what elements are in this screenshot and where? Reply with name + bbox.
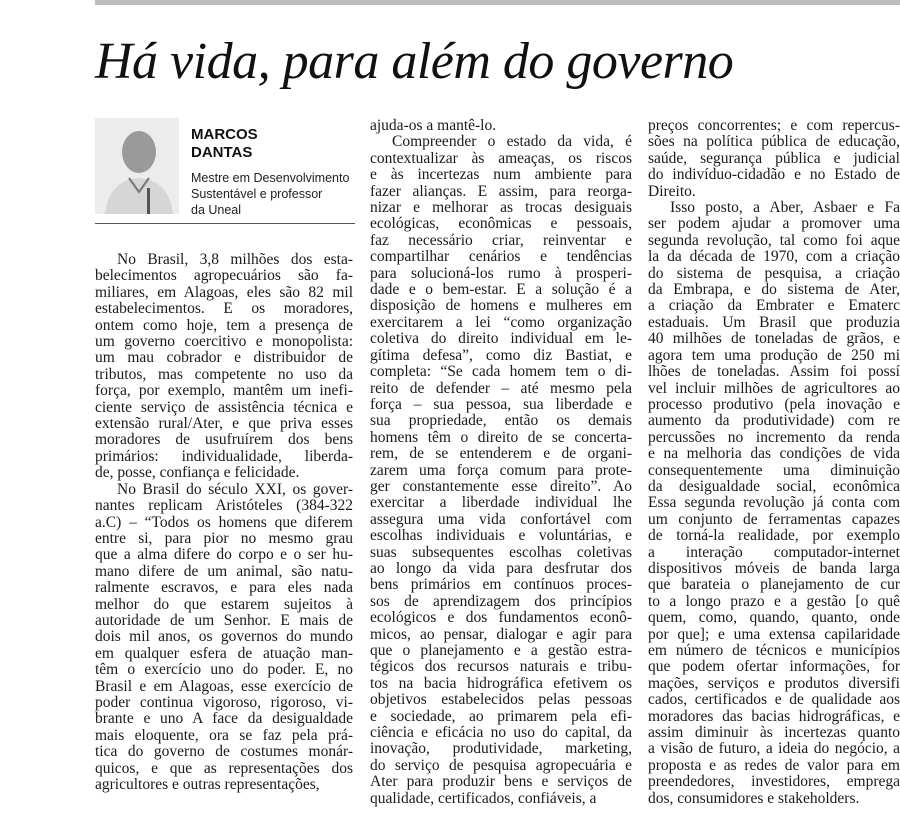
article-column-3: [648, 118, 900, 807]
article-text-line: ralmente escravos, e para eles nada: [95, 579, 353, 597]
article-text-line: vel incluir milhões de agricultores ao: [648, 379, 900, 397]
author-bio: [191, 170, 356, 218]
headline: Há vida, para além do governo: [95, 33, 734, 90]
article-text-line: dade e o bem-estar. E a solução é a: [370, 281, 632, 299]
article-text-line: contextualizar às ameaças, os riscos: [370, 149, 632, 167]
article-text-line: 40 milhões de toneladas de grãos, e: [648, 330, 900, 348]
article-text-line: Ater para produzir bens e serviços de: [370, 773, 632, 791]
article-text-line: miliares, em Alagoas, eles são 82 mil: [95, 283, 353, 301]
article-text-line: Brasil e em Alagoas, esse exercício de: [95, 677, 353, 695]
article-text-line: zarem uma força comum para prote-: [370, 461, 632, 479]
article-text-line: do sistema de pesquisa, a criação: [648, 264, 900, 282]
top-rule: [95, 0, 900, 5]
article-text-line: Essa segunda revolução já conta com: [648, 494, 900, 512]
article-text-line: escolhas individuais e voluntárias, e: [370, 527, 632, 545]
article-text-line: a visão de futuro, a ideia do negócio, a: [648, 740, 900, 758]
article-text-line: ontem como hoje, tem a presença de: [95, 316, 353, 334]
article-text-line: segunda revolução, tal como foi aque: [648, 231, 900, 249]
article-text-line: para solucioná-los rumo à prosperi-: [370, 264, 632, 282]
article-text-line: No Brasil, 3,8 milhões dos esta-: [117, 251, 353, 268]
article-text-line: lhões de toneladas. Assim foi possí: [648, 363, 900, 381]
article-text-line: tica do governo de costumes monár-: [95, 743, 353, 761]
article-text-line: dos, consumidores e stakeholders.: [648, 789, 860, 807]
article-text-line: suas subsequentes escolhas coletivas: [370, 543, 632, 561]
article-text-line: dispositivos móveis de banda larga: [648, 559, 900, 577]
article-text-line: estaduais. Um Brasil que produzia: [648, 313, 900, 331]
article-text-line: primários: individualidade, liberda-: [95, 447, 353, 465]
article-text-line: por que]; e uma extensa capilaridade: [648, 625, 900, 643]
article-text-line: autoridade de um Senhor. E mais de: [95, 611, 353, 629]
article-text-line: a.C) – “Todos os homens que diferem: [95, 513, 353, 531]
article-text-line: em qualquer esfera de atuação man-: [95, 644, 353, 662]
article-text-line: to a longo prazo e a gestão [o quê: [648, 592, 900, 610]
article-text-line: da Embrapa, e do sistema de Ater,: [648, 281, 900, 299]
article-text-line: do indivíduo-cidadão e no Estado de: [648, 166, 900, 184]
article-text-line: ao longo da vida para desfrutar dos: [370, 559, 632, 577]
article-text-line: e na melhoria das condições de vida: [648, 445, 900, 463]
article-text-line: micos, ao pensar, dialogar e agir para: [370, 625, 632, 643]
author-name-line1: MARCOS: [191, 126, 258, 143]
article-text-line: que barateia o planejamento de cur: [648, 576, 900, 594]
article-text-line: a interação computador-internet: [648, 543, 900, 561]
article-text-line: um conjunto de ferramentas capazes: [648, 510, 900, 528]
article-text-line: moradores das bacias hidrográficas, e: [648, 707, 900, 725]
article-text-line: um governo coercitivo e monopolista:: [95, 333, 353, 351]
author-name: [191, 126, 351, 162]
article-text-line: bens primários em contínuos proces-: [370, 576, 632, 594]
article-text-line: homens têm o direito de se concerta-: [370, 428, 632, 446]
article-text-line: que podem ofertar informações, for: [648, 658, 900, 676]
article-text-line: que a alma difere do corpo e o ser hu-: [95, 546, 353, 564]
article-text-line: qualidade, certificados, confiáveis, a: [370, 789, 597, 807]
article-text-line: processo produtivo (pela inovação e: [648, 395, 900, 413]
article-text-line: ajuda-os a mantê-lo.: [370, 117, 497, 134]
article-text-line: Direito.: [648, 182, 696, 200]
article-text-line: completa: “Se cada homem tem o di-: [370, 363, 632, 381]
article-column-2: [370, 118, 632, 807]
article-text-line: fazer alianças. E assim, para reorga-: [370, 182, 632, 200]
article-text-line: agora tem uma produção de 250 mi: [648, 346, 900, 364]
article-text-line: quicos, e que as representações dos: [95, 759, 353, 777]
article-text-line: sua propriedade, então os demais: [370, 412, 632, 430]
article-text-line: sos de aprendizagem dos princípios: [370, 592, 632, 610]
article-text-line: mais eloquente, ora se faz pela prá-: [95, 726, 353, 744]
article-text-line: força, por exemplo, mantêm um inefi-: [95, 382, 353, 400]
article-text-line: assim diminuir às incertezas quanto: [648, 724, 900, 742]
author-bio-line: Sustentável e professor: [191, 187, 323, 201]
article-text-line: brante e uno A face da desigualdade: [95, 710, 353, 728]
article-text-line: exercitar a liberdade individual lhe: [370, 494, 632, 512]
article-text-line: ciência e eficácia no uso do capital, da: [370, 724, 632, 742]
article-text-line: entre si, para pior no mesmo grau: [95, 529, 353, 547]
article-text-line: tos na bacia hidrográfica efetivem os: [370, 674, 632, 692]
article-text-line: nizar e melhorar as trocas desiguais: [370, 199, 632, 217]
article-text-line: em número de técnicos e municípios: [648, 642, 900, 659]
article-text-line: inovação, produtividade, marketing,: [370, 740, 632, 758]
author-bio-line: da Uneal: [191, 203, 242, 217]
article-text-line: Isso posto, a Aber, Asbaer e Fa: [670, 199, 900, 217]
article-text-line: ecológicas, econômicas e pessoais,: [370, 215, 632, 233]
article-text-line: de, posse, confiança e felicidade.: [95, 464, 300, 482]
article-text-line: belecimentos agropecuários são fa-: [95, 267, 353, 285]
article-text-line: ecológicos e dos fundamentos econô-: [370, 609, 632, 627]
article-text-line: poder continua vigoroso, rigoroso, vi-: [95, 693, 353, 711]
article-text-line: sões na política pública de educação,: [648, 133, 900, 151]
article-text-line: moradores de usufruírem dos bens: [95, 431, 353, 449]
article-text-line: estabelecimentos. E os moradores,: [95, 300, 353, 318]
article-text-line: melhor do que estarem sujeitos à: [95, 595, 353, 613]
article-text-line: força – sua pessoa, sua liberdade e: [370, 395, 632, 413]
article-text-line: ciente serviço de assistência técnica e: [95, 398, 353, 416]
author-divider: [95, 223, 355, 224]
article-text-line: extensão rural/Ater, e que priva esses: [95, 415, 353, 433]
article-text-line: proposta e as redes de valor para em: [648, 756, 900, 774]
article-text-line: tégicos dos recursos naturais e tribu-: [370, 658, 632, 676]
article-text-line: a criação da Embrater e Ematerc: [648, 297, 900, 315]
article-text-line: Compreender o estado da vida, é: [392, 133, 632, 151]
article-text-line: um mau cobrador e distribuidor de: [95, 349, 353, 367]
article-text-line: reito de defender – até mesmo pela: [370, 379, 632, 397]
article-text-line: la da década de 1970, com a criação: [648, 248, 900, 266]
author-bio-line: Mestre em Desenvolvimento: [191, 171, 350, 185]
article-text-line: de torná-la realidade, por exemplo: [648, 527, 900, 545]
article-text-line: da desigualdade social, econômica: [648, 477, 900, 495]
author-box: [95, 118, 355, 228]
article-text-line: dois mil anos, os governos do mundo: [95, 628, 353, 646]
author-name-line2: DANTAS: [191, 144, 253, 161]
article-text-line: do serviço de pesquisa agropecuária e: [370, 756, 632, 774]
article-text-line: e às incertezas num ambiente para: [370, 166, 632, 184]
article-text-line: gítima defesa”, como diz Bastiat, e: [370, 346, 632, 364]
article-text-line: agricultores e outras representações,: [95, 776, 320, 793]
article-text-line: preços concorrentes; e com repercus-: [648, 118, 900, 134]
article-text-line: rem, de se entenderem e de organi-: [370, 445, 632, 463]
article-text-line: preendedores, investidores, emprega: [648, 773, 900, 791]
article-text-line: disposição de homens e mulheres em: [370, 297, 632, 315]
article-text-line: quem, como, quando, quanto, onde: [648, 609, 900, 627]
article-text-line: mano difere de um animal, são natu-: [95, 562, 353, 580]
article-text-line: percussões no incremento da renda: [648, 428, 900, 446]
article-text-line: mações, serviços e produtos diversifi: [648, 674, 900, 692]
article-text-line: faz necessário criar, reinventar e: [370, 231, 632, 249]
article-text-line: que o planejamento e a gestão estra-: [370, 642, 632, 659]
article-text-line: objetivos estabelecidos pelas pessoas: [370, 691, 632, 709]
article-text-line: tributos, mas competente no uso da: [95, 365, 353, 383]
article-text-line: saúde, segurança pública e judicial: [648, 149, 900, 167]
article-text-line: compartilhar cenários e tendências: [370, 248, 632, 266]
article-text-line: exercitarem a lei “como organização: [370, 313, 632, 331]
article-text-line: consequentemente uma diminuição: [648, 461, 900, 479]
author-photo: [95, 118, 179, 214]
article-text-line: ger constantemente esse direito”. Ao: [370, 477, 632, 495]
article-text-line: e sociedade, ao primarem pela efi-: [370, 707, 632, 725]
article-text-line: cados, certificados e de qualidade aos: [648, 691, 900, 709]
article-text-line: nantes replicam Aristóteles (384-322: [95, 497, 353, 515]
article-text-line: coletiva do direito individual em le-: [370, 330, 632, 348]
article-text-line: aumento da produtividade) com re: [648, 412, 900, 430]
article-text-line: No Brasil do século XXI, os gover-: [117, 480, 353, 498]
article-text-line: têm o exercício uno do poder. E, no: [95, 661, 353, 679]
article-text-line: assegura uma vida confortável com: [370, 510, 632, 528]
article-text-line: ser podem ajudar a promover uma: [648, 215, 900, 233]
article-column-1: [95, 252, 353, 793]
